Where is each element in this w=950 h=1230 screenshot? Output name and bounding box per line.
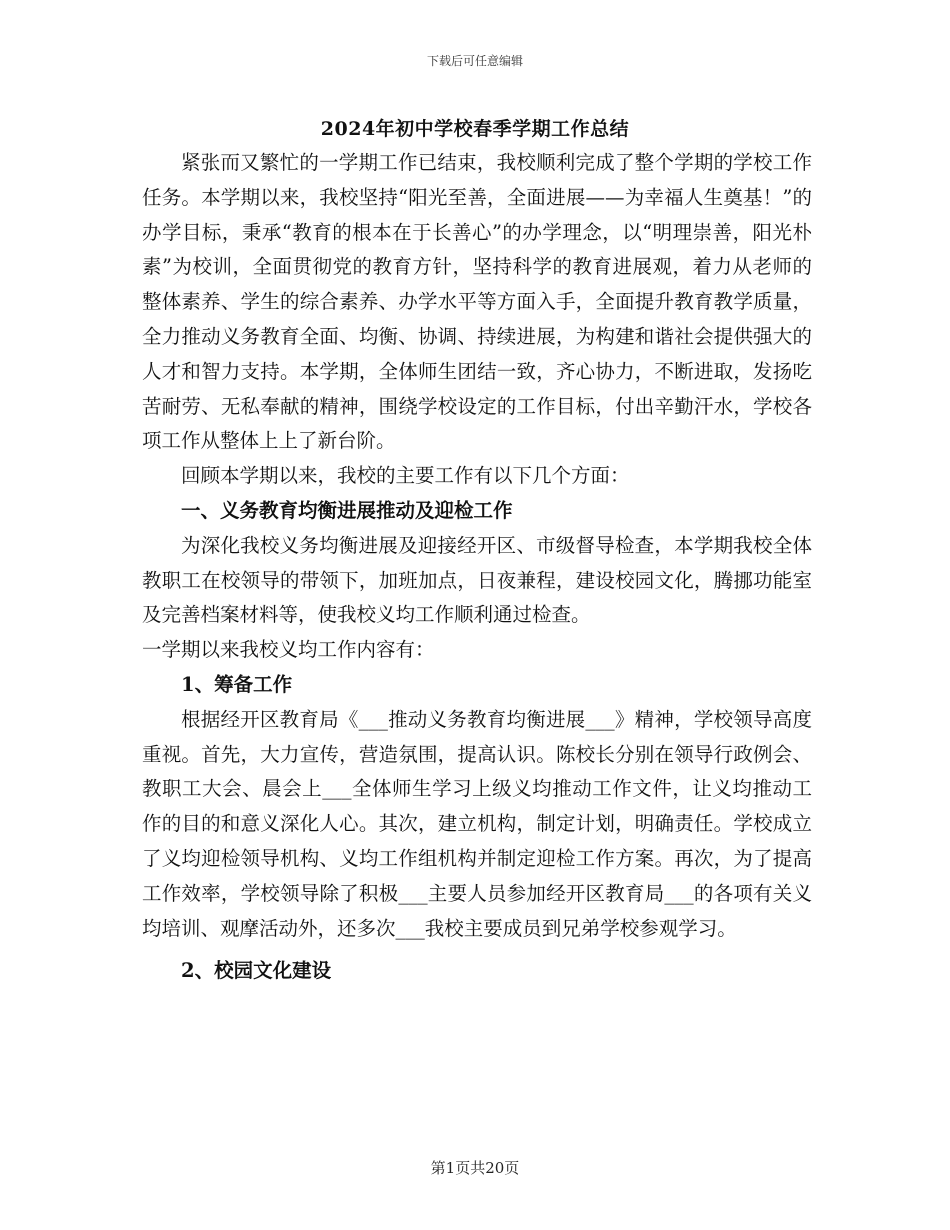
intro-paragraph: 紧张而又繁忙的一学期工作已结束，我校顺利完成了整个学期的学校工作任务。本学期以来，我校坚持“阳光至善，全面进展——为幸福人生奠基！”的办学目标，秉承“教育的根本在于长善心”的办学理念，以“明理崇善，阳光朴素”为校训，全面贯彻党的教育方针，坚持科学的教育进展观，着力从老师的整体素养、学生的综合素养、办学水平等方面入手，全面提升教育教学质量，全力推动义务教育全面、均衡、协调、持续进展，为构建和谐社会提供强大的人才和智力支持。本学期，全体师生团结一致，齐心协力，不断进取，发扬吃苦耐劳、无私奉献的精神，围绕学校设定的工作目标，付出辛勤汗水，学校各项工作从整体上上了新台阶。 [142,151,812,453]
subsection-heading-1: 1、筹备工作 [181,672,293,696]
subsection-1-paragraph: 根据经开区教育局《___推动义务教育均衡进展___》精神，学校领导高度重视。首先，大力宣传，营造氛围，提高认识。陈校长分别在领导行政例会、教职工大会、晨会上___全体师生学习上级义均推动工作文件，让义均推动工作的目的和意义深化人心。其次，建立机构，制定计划，明确责任。学校成立了义均迎检领导机构、义均工作组机构并制定迎检工作方案。再次，为了提高工作效率，学校领导除了积极___主要人员参加经开区教育局___的各项有关义均培训、观摩活动外，还多次___我校主要成员到兄弟学校参观学习。 [142,707,812,940]
document-body [142,146,812,989]
review-paragraph: 回顾本学期以来，我校的主要工作有以下几个方面： [181,464,630,488]
document-title: 2024年初中学校春季学期工作总结 [320,118,630,140]
header-note: 下载后可任意编辑 [426,54,523,68]
subsection-heading-2: 2、校园文化建设 [181,959,332,983]
section-heading-1: 一、义务教育均衡进展推动及迎检工作 [181,498,513,522]
section-1-list-intro: 一学期以来我校义均工作内容有： [142,638,435,662]
page-footer: 第1页共20页 [430,1159,520,1177]
section-1-paragraph: 为深化我校义务均衡进展及迎接经开区、市级督导检查，本学期我校全体教职工在校领导的带领下，加班加点，日夜兼程，建设校园文化，腾挪功能室及完善档案材料等，使我校义均工作顺利通过检查。 [142,533,812,627]
